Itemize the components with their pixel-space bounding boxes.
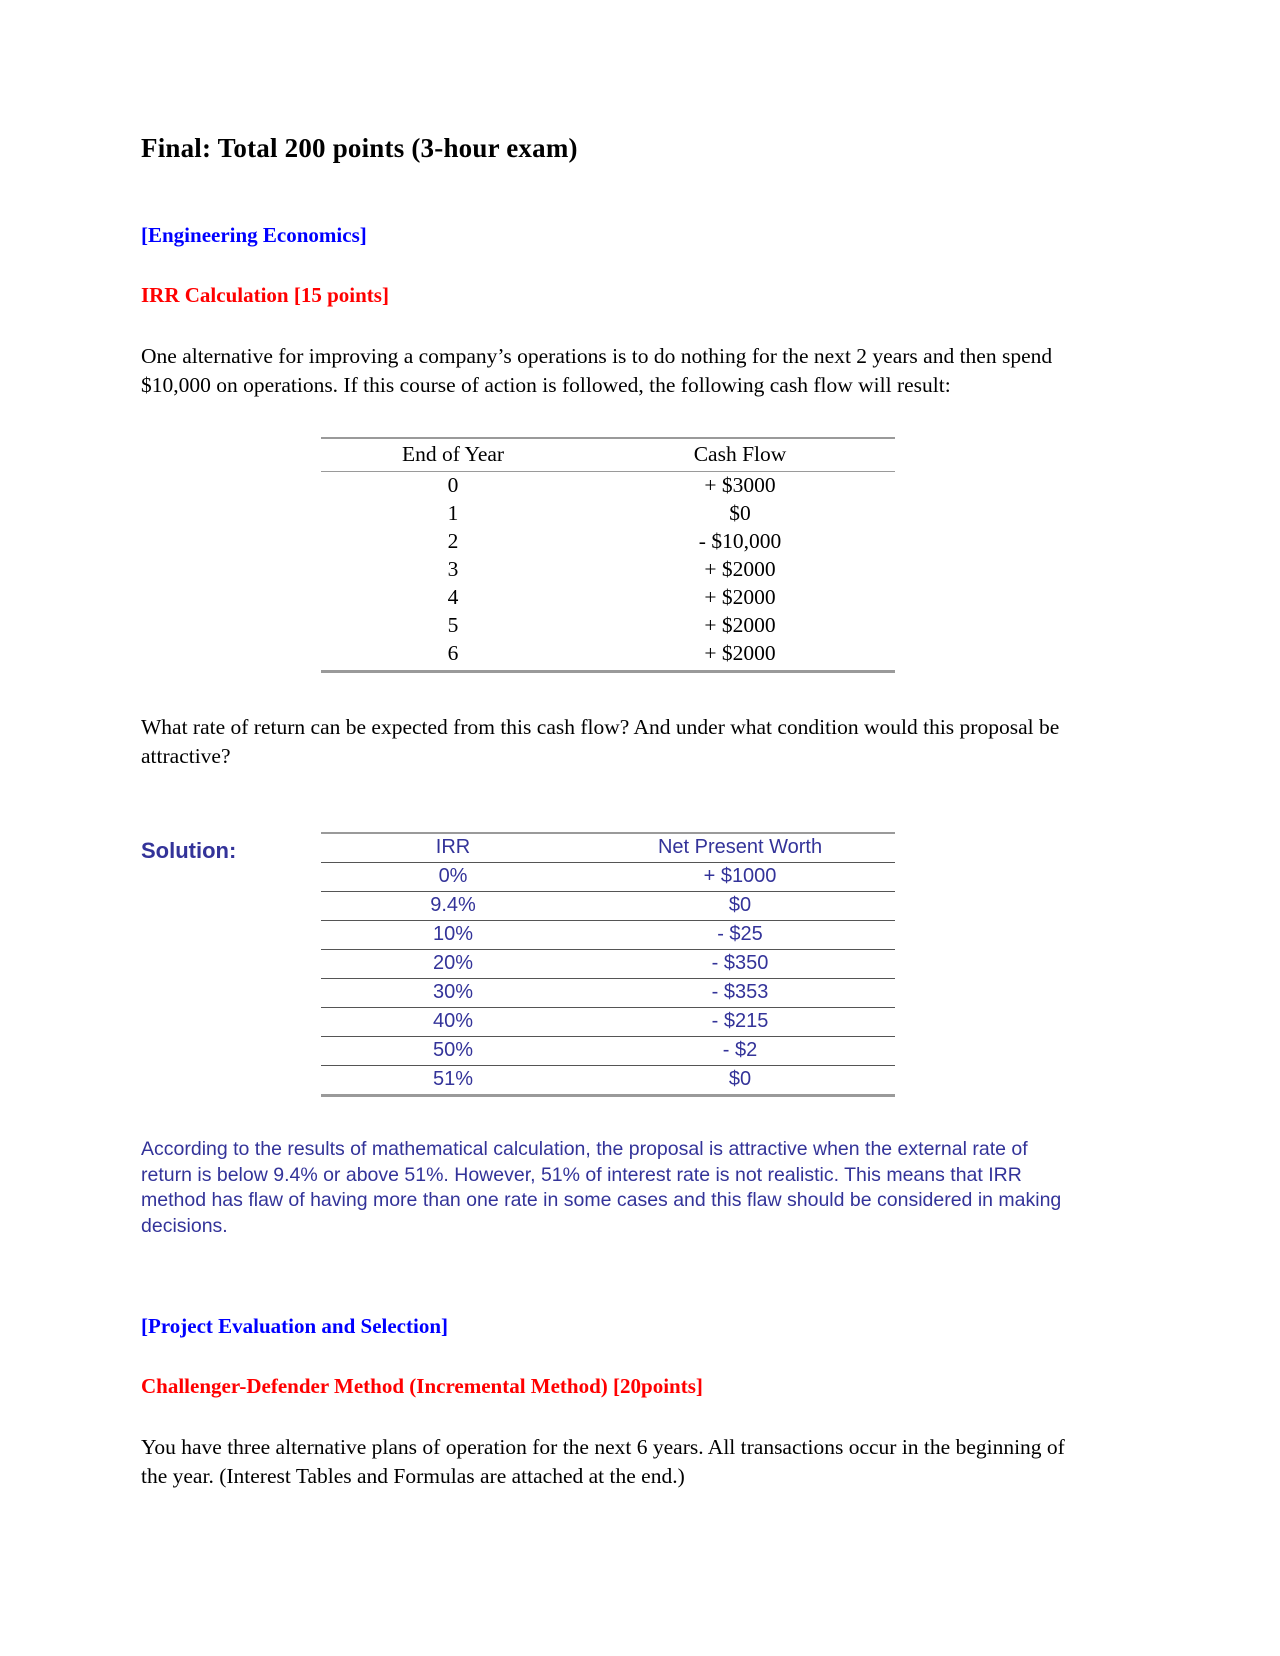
subsection-heading-irr-calculation: IRR Calculation [15 points] (141, 283, 389, 307)
cell-irr: 9.4% (321, 892, 585, 921)
cell-npw: - $215 (585, 1008, 895, 1037)
cell-irr: 10% (321, 921, 585, 950)
question-paragraph: What rate of return can be expected from this cash flow? And under what condition would this proposal be attractive? (141, 715, 1060, 768)
challenger-problem-paragraph: You have three alternative plans of operation for the next 6 years. All transactions occur in the beginning of the year. (Interest Tables and Formulas are attached at the end.) (141, 1435, 1065, 1488)
cell-year: 0 (447, 473, 459, 497)
cell-npw: $0 (585, 1066, 895, 1096)
table-row (321, 556, 895, 584)
table-header-row (321, 438, 895, 472)
cell-npw: - $350 (585, 950, 895, 979)
cell-year: 2 (447, 529, 459, 553)
solution-table-wrapper (321, 832, 895, 1097)
page-title: Final: Total 200 points (3-hour exam) (141, 133, 578, 163)
table-row (321, 1066, 895, 1096)
cell-cash-flow: + $2000 (704, 557, 776, 581)
cell-npw: - $353 (585, 979, 895, 1008)
spacer (141, 1097, 1071, 1137)
cell-year: 4 (447, 585, 459, 609)
solution-label: Solution: (141, 838, 237, 863)
subsection-heading-challenger-defender: Challenger-Defender Method (Incremental Method) [20points] (141, 1374, 703, 1398)
cell-year: 1 (447, 501, 459, 525)
cell-irr: 20% (321, 950, 585, 979)
column-header-net-present-worth: Net Present Worth (585, 833, 895, 863)
cell-year: 6 (321, 640, 585, 672)
table-row (321, 863, 895, 892)
table-header-row (321, 833, 895, 863)
table-row (321, 1008, 895, 1037)
solution-block (141, 832, 1071, 1097)
spacer (141, 770, 1071, 832)
cell-irr: 40% (321, 1008, 585, 1037)
section-heading-engineering-economics: [Engineering Economics] (141, 223, 367, 247)
table-row (321, 612, 895, 640)
cell-cash-flow: $0 (729, 501, 751, 525)
spacer (141, 673, 1071, 713)
table-row (321, 950, 895, 979)
cash-flow-table-wrapper (321, 437, 895, 673)
table-row (321, 1037, 895, 1066)
column-header-irr: IRR (321, 833, 585, 863)
cell-year: 5 (447, 613, 459, 637)
column-header-cash-flow: Cash Flow (585, 438, 895, 472)
spacer (141, 1239, 1071, 1313)
problem-statement-paragraph: One alternative for improving a company’s operations is to do nothing for the next 2 years and then spend $10,000 on operations. If this course of action is followed, the following cash flow will result: (141, 344, 1053, 397)
solution-table (321, 832, 895, 1097)
cell-npw: $0 (585, 892, 895, 921)
cell-irr: 51% (321, 1066, 585, 1096)
cell-irr: 30% (321, 979, 585, 1008)
table-row (321, 472, 895, 501)
cell-cash-flow: - $10,000 (698, 529, 782, 553)
cell-year: 3 (447, 557, 459, 581)
page-content (141, 132, 1071, 1490)
cell-cash-flow: + $3000 (704, 473, 776, 497)
table-row (321, 584, 895, 612)
cell-cash-flow: + $2000 (704, 613, 776, 637)
table-row (321, 921, 895, 950)
cash-flow-table (321, 437, 895, 673)
table-row (321, 500, 895, 528)
cell-npw: - $2 (585, 1037, 895, 1066)
table-row (321, 640, 895, 672)
table-row (321, 528, 895, 556)
cell-irr: 50% (321, 1037, 585, 1066)
table-row (321, 892, 895, 921)
section-heading-project-evaluation: [Project Evaluation and Selection] (141, 1314, 449, 1338)
solution-explanation-paragraph: According to the results of mathematical calculation, the proposal is attractive when the external rate of return is below 9.4% or above 51%. However, 51% of interest rate is not realistic. This means that IRR method has flaw of having more than one rate in some cases and this flaw should be considered in making decisions. (141, 1138, 1062, 1237)
cell-npw: - $25 (585, 921, 895, 950)
cell-cash-flow: + $2000 (585, 640, 895, 672)
column-header-end-of-year: End of Year (321, 438, 585, 472)
table-row (321, 979, 895, 1008)
cell-npw: + $1000 (585, 863, 895, 892)
cell-irr: 0% (321, 863, 585, 892)
cell-cash-flow: + $2000 (704, 585, 776, 609)
